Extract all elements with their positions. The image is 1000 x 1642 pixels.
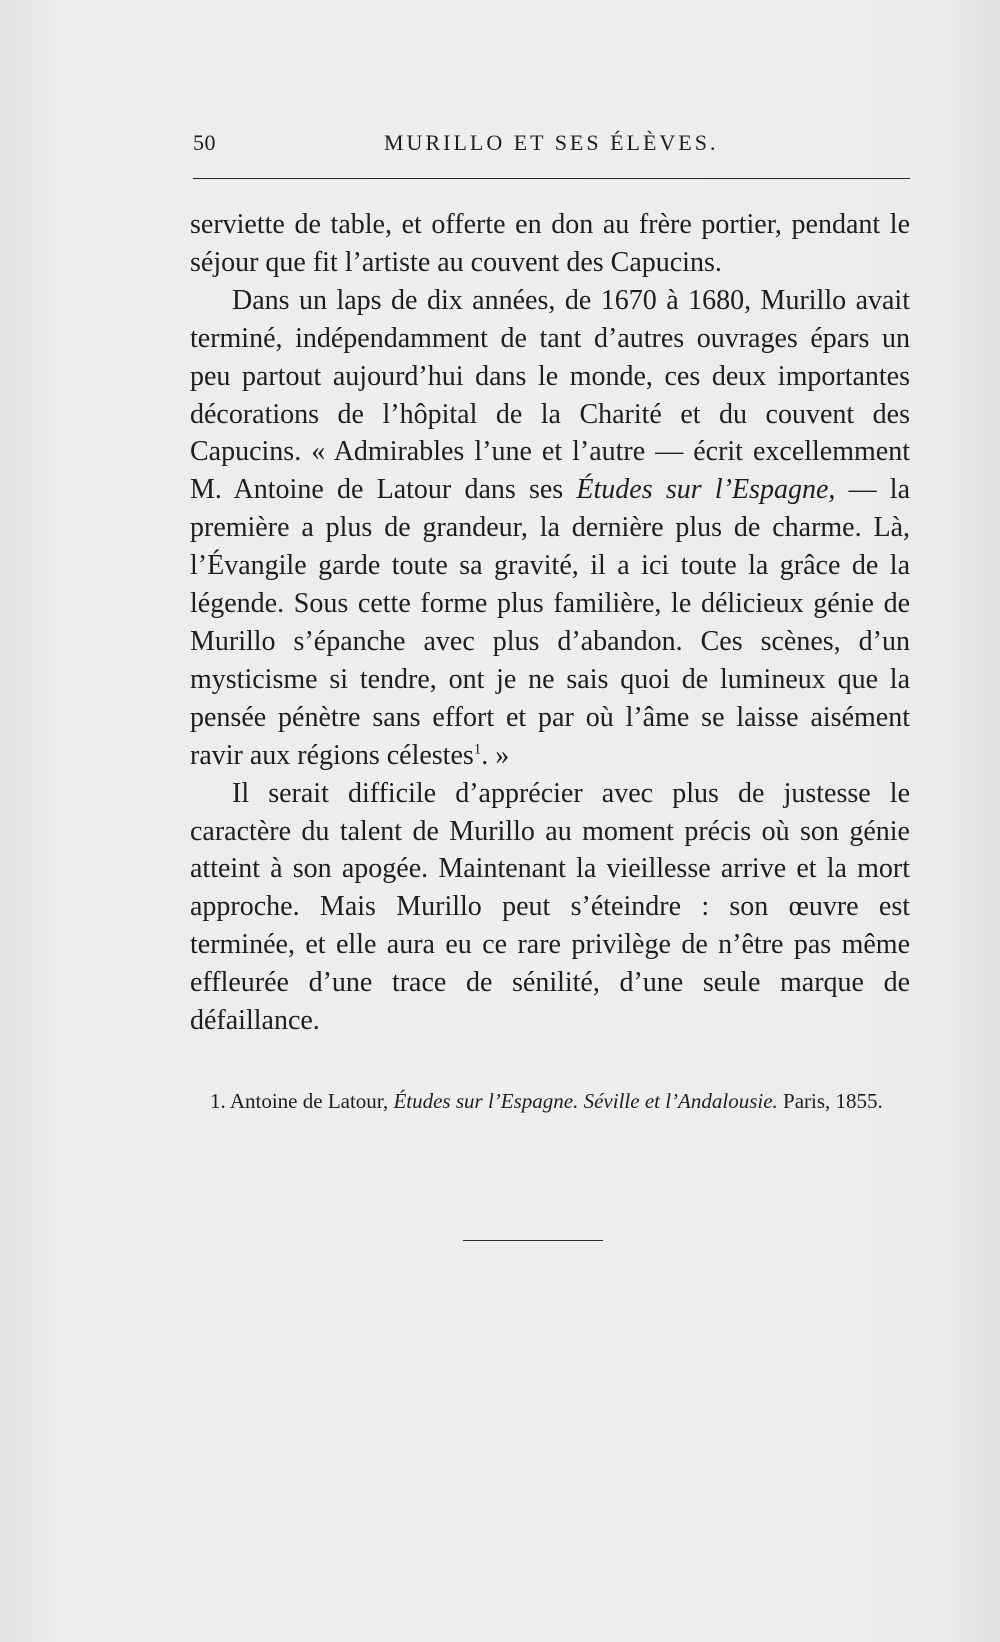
footnote-number: 1. xyxy=(210,1089,226,1113)
paragraph-2-text: Dans un laps de dix années, de 1670 à 1680, Murillo avait terminé, indépendamment de tant d’autres ouvrages épars un peu partout aujourd’hui dans le monde, ces deux importantes décorations de l’hôpital de la Charité et du couvent des Capucins. « Admirables l’une et l’autre — écrit excellemment M. Antoine de Latour dans ses xyxy=(190,284,910,506)
running-title: MURILLO ET SES ÉLÈVES. xyxy=(384,130,719,155)
header-rule xyxy=(193,178,910,179)
footnote-place-year: Paris, 1855. xyxy=(777,1089,883,1113)
footnote-author: Antoine de Latour, xyxy=(225,1089,394,1113)
paragraph-1: serviette de table, et offerte en don au frère portier, pendant le séjour que fit l’artiste au couvent des Capucins. xyxy=(190,209,910,278)
end-rule xyxy=(463,1240,603,1241)
paragraph-2-continued: — la première a plus de grandeur, la dernière plus de charme. Là, l’Évangile garde toute sa gravité, il a ici toute la grâce de la légende. Sous cette forme plus familière, le délicieux génie de Murillo s’épanche avec plus d’abandon. Ces scènes, d’un mysticisme si tendre, ont je ne sais quoi de lumineux que la pensée pénètre sans effort et par où l’âme se laisse aisément ravir aux régions célestes xyxy=(190,474,910,771)
paragraph-2 xyxy=(190,282,910,775)
page-number: 50 xyxy=(193,130,216,155)
page-header xyxy=(193,130,910,160)
book-title-italic: Études sur l’Espagne, xyxy=(576,474,836,506)
body-text xyxy=(190,206,910,1040)
paragraph-3: Il serait difficile d’apprécier avec plus de justesse le caractère du talent de Murillo au moment précis où son génie atteint à son apogée. Maintenant la vieillesse arrive et la mort approche. Mais Murillo peut s’éteindre : son œuvre est terminée, et elle aura eu ce rare privilège de n’être pas même effleurée d’une trace de sénilité, d’une seule marque de défaillance. xyxy=(190,777,910,1037)
footnote-reference: 1 xyxy=(473,741,482,758)
footnote-title: Études sur l’Espagne. Séville et l’Andalousie. xyxy=(393,1089,778,1113)
footnote xyxy=(210,1087,910,1115)
paragraph-2-end: . » xyxy=(481,739,510,771)
